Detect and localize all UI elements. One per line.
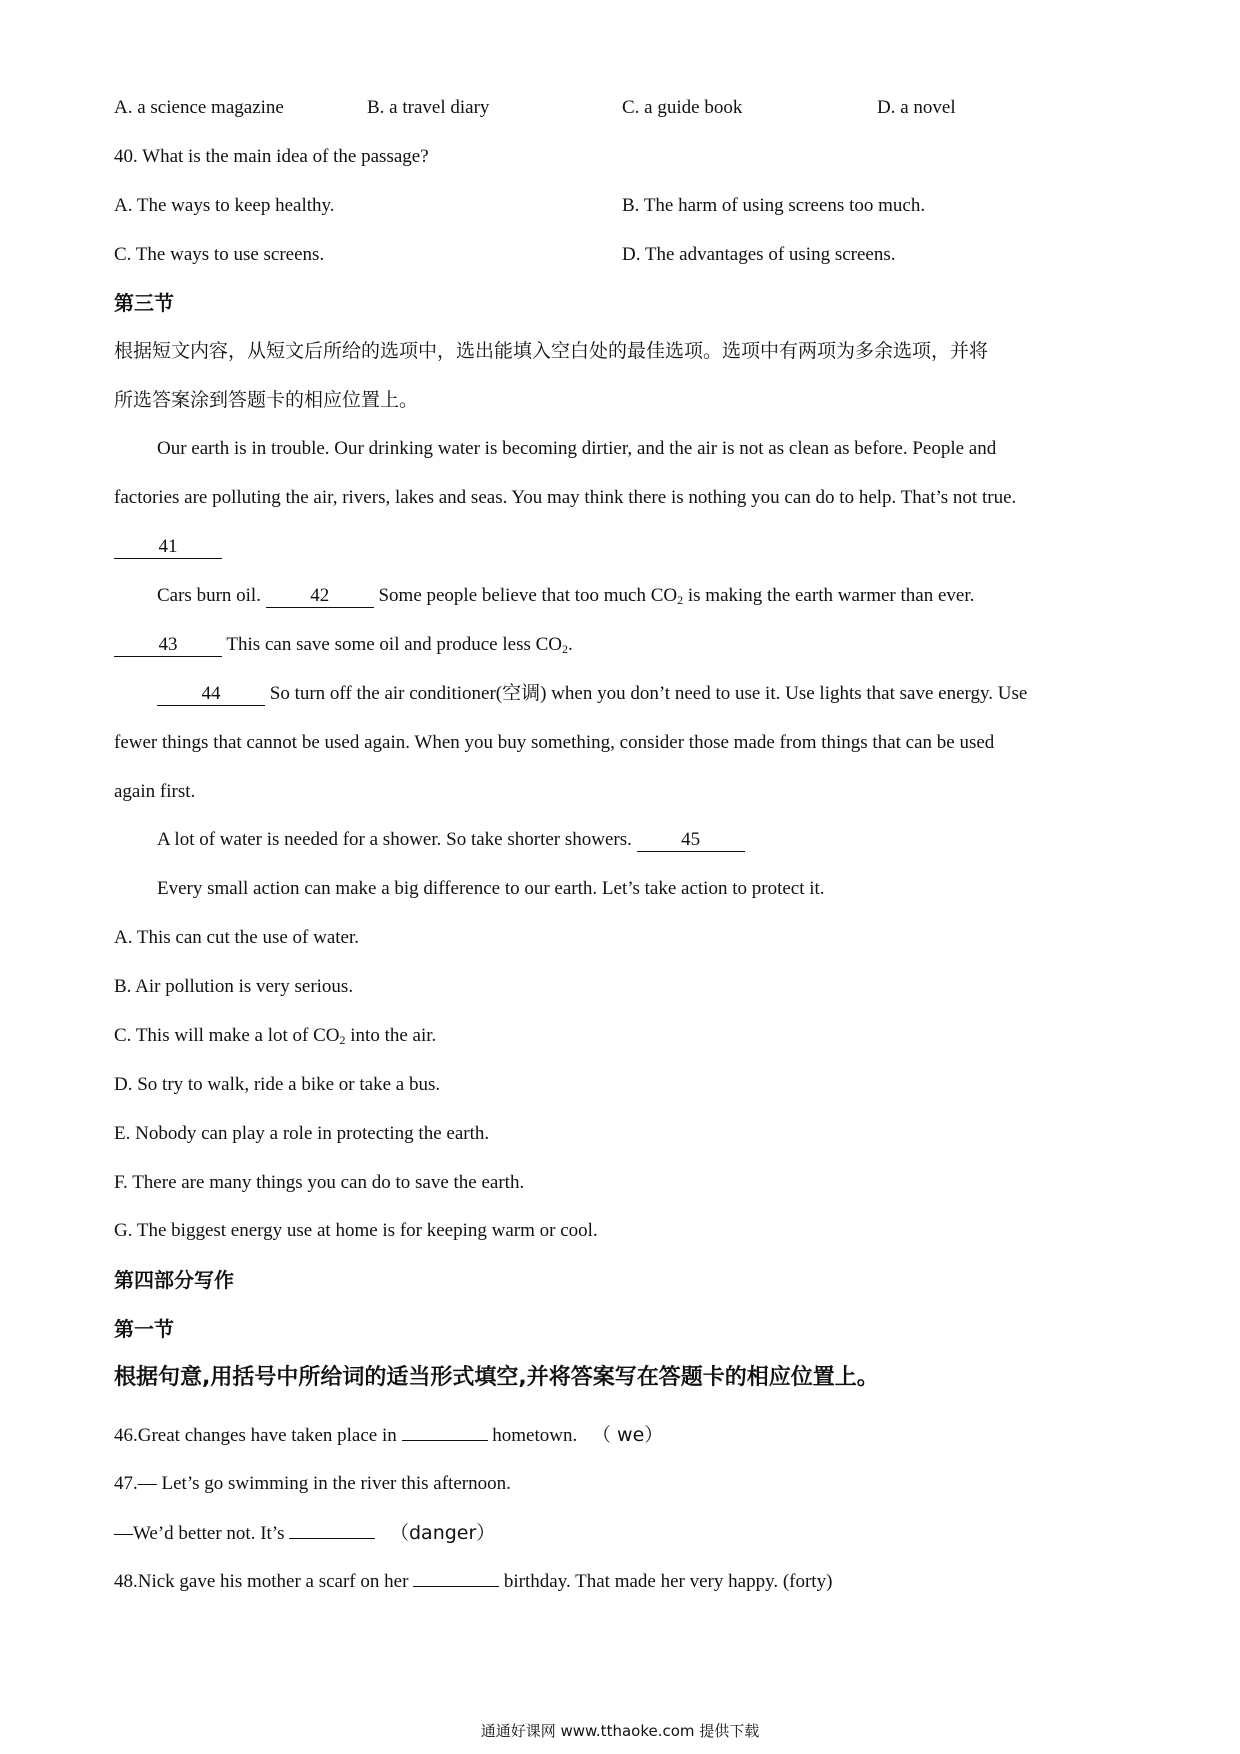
section3-option-b: B. Air pollution is very serious.	[114, 976, 354, 997]
q47-hint: （danger）	[389, 1522, 496, 1544]
section3-option-e: E. Nobody can play a role in protecting the earth.	[114, 1123, 490, 1144]
passage-p1-line2: factories are polluting the air, rivers, lakes and seas. You may think there is nothing you can do to help. That’s not true.	[114, 487, 1017, 508]
section3-option-c-part1: C. This will make a lot of CO	[114, 1025, 340, 1046]
passage-p4-text: A lot of water is needed for a shower. So take shorter showers.	[157, 829, 632, 850]
q47-blank	[289, 1538, 375, 1539]
q40-option-c: C. The ways to use screens.	[114, 244, 325, 265]
passage-p2-part2: Some people believe that too much CO	[378, 585, 678, 606]
q47-line2	[114, 1520, 495, 1547]
blank-41: 41	[114, 536, 222, 559]
passage-p2-line2	[114, 632, 573, 658]
part4-instruction: 根据句意,用括号中所给词的适当形式填空,并将答案写在答题卡的相应位置上。	[114, 1365, 879, 1390]
q48	[114, 1569, 832, 1595]
q39-option-a: A. a science magazine	[114, 97, 284, 118]
blank-42: 42	[266, 585, 374, 608]
q46	[114, 1422, 663, 1449]
passage-p2-part1: Cars burn oil.	[157, 585, 261, 606]
passage-p2-part3: is making the earth warmer than ever.	[687, 585, 975, 606]
q39-option-c: C. a guide book	[622, 97, 743, 118]
q48-part1: 48.Nick gave his mother a scarf on her	[114, 1571, 409, 1592]
q40-question: 40. What is the main idea of the passage?	[114, 146, 429, 167]
passage-p2-line2-end: .	[568, 634, 573, 655]
blank-44: 44	[157, 683, 265, 706]
section3-option-c-part2: into the air.	[350, 1025, 437, 1046]
passage-p3-line2: fewer things that cannot be used again. When you buy something, consider those made from things that can be used	[114, 732, 995, 753]
section3-option-g: G. The biggest energy use at home is for keeping warm or cool.	[114, 1220, 598, 1241]
co2-subscript: 2	[677, 593, 684, 607]
co2-subscript: 2	[562, 642, 569, 656]
section3-option-d: D. So try to walk, ride a bike or take a bus.	[114, 1074, 441, 1095]
q46-part1: 46.Great changes have taken place in	[114, 1425, 397, 1446]
q48-part2: birthday. That made her very happy. (forty)	[503, 1571, 833, 1592]
passage-p3-line1	[157, 681, 1027, 707]
part4-title: 第四部分写作	[114, 1268, 234, 1292]
section3-instruction-line2: 所选答案涂到答题卡的相应位置上。	[114, 389, 419, 411]
co2-subscript: 2	[339, 1033, 346, 1047]
q46-part2: hometown.	[492, 1425, 578, 1446]
passage-p4	[157, 827, 745, 853]
q39-option-b: B. a travel diary	[367, 97, 490, 118]
page-footer: 通通好课网 www.tthaoke.com 提供下载	[480, 1722, 760, 1740]
q40-option-a: A. The ways to keep healthy.	[114, 195, 335, 216]
blank-41-row	[114, 534, 222, 560]
section3-option-f: F. There are many things you can do to save the earth.	[114, 1172, 525, 1193]
q47-line1: 47.— Let’s go swimming in the river this afternoon.	[114, 1473, 511, 1494]
q46-hint: （ we）	[591, 1424, 664, 1446]
passage-p3-line1-text: So turn off the air conditioner(空调) when you don’t need to use it. Use lights that save energy. Use	[269, 683, 1028, 704]
q40-option-d: D. The advantages of using screens.	[622, 244, 896, 265]
q46-blank	[402, 1440, 488, 1441]
section3-title: 第三节	[114, 291, 174, 315]
q39-option-d: D. a novel	[877, 97, 956, 118]
section3-instruction-line1: 根据短文内容，从短文后所给的选项中，选出能填入空白处的最佳选项。选项中有两项为多余选项，并将	[114, 340, 989, 362]
q48-blank	[413, 1586, 499, 1587]
passage-p5: Every small action can make a big difference to our earth. Let’s take action to protect it.	[157, 878, 825, 899]
passage-p2-line2-text: This can save some oil and produce less CO	[226, 634, 563, 655]
section3-option-c	[114, 1023, 436, 1049]
passage-p3-line3: again first.	[114, 781, 196, 802]
q47-line2-text: —We’d better not. It’s	[114, 1523, 285, 1544]
part4-section1-title: 第一节	[114, 1317, 174, 1341]
section3-option-a: A. This can cut the use of water.	[114, 927, 359, 948]
passage-p1-line1: Our earth is in trouble. Our drinking water is becoming dirtier, and the air is not as clean as before. People and	[157, 438, 997, 459]
passage-p2-line1	[157, 583, 974, 609]
blank-45: 45	[637, 829, 745, 852]
q40-option-b: B. The harm of using screens too much.	[622, 195, 926, 216]
blank-43: 43	[114, 634, 222, 657]
